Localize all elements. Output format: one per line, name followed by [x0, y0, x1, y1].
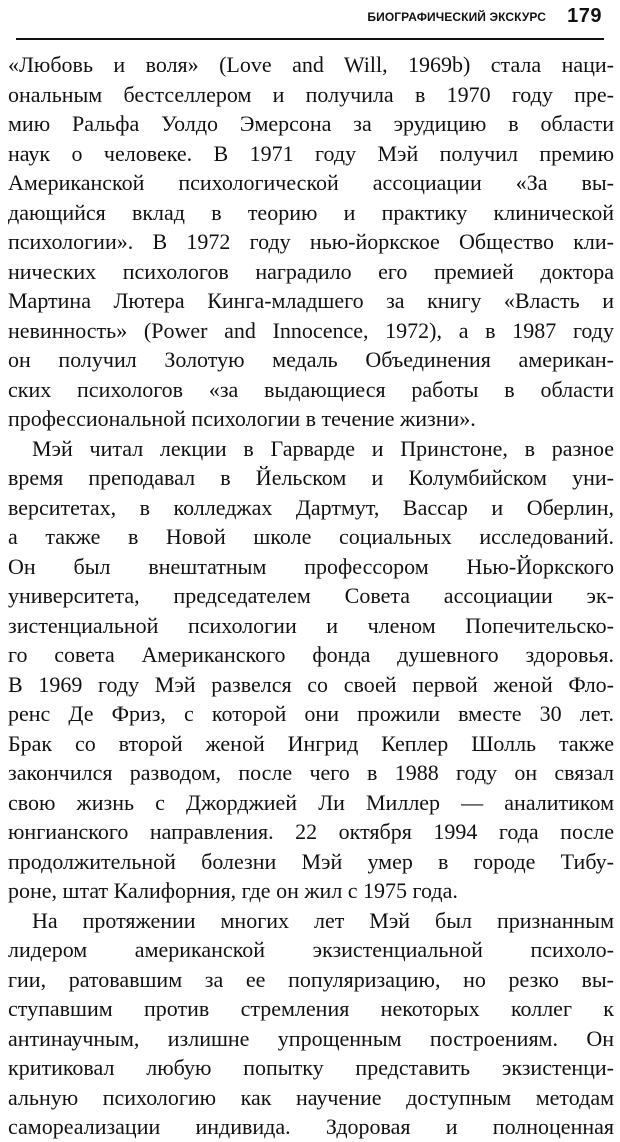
text-line: альную психологию как научение доступным методам	[8, 1084, 614, 1110]
text-line: «Любовь и воля» (Love and Will, 1969b) стала наци-	[8, 52, 614, 77]
text-line: верситетах, в колледжах Дартмут, Вассар и Оберлин,	[8, 494, 614, 520]
text-line: ренс Де Фриз, с которой они прожили вместе 30 лет.	[8, 701, 614, 726]
text-line: Мэй читал лекции в Гарварде и Принстоне, в разное	[32, 435, 614, 461]
text-line: психологии». В 1972 году нью-йоркское Общество кли-	[8, 229, 614, 254]
text-line: лидером американской экзистенциальной психоло-	[8, 937, 614, 962]
text-line: профессиональной психологии в течение жизни».	[8, 406, 476, 431]
text-line: наук о человеке. В 1971 году Мэй получил премию	[8, 140, 614, 166]
text-line: юнгианского направления. 22 октября 1994 года после	[8, 819, 614, 844]
text-line: время преподавал в Йельском и Колумбийском уни-	[8, 465, 614, 490]
text-line: Брак со второй женой Ингрид Кеплер Шолль также	[8, 730, 614, 756]
text-line: свою жизнь с Джорджией Ли Миллер — аналитиком	[8, 789, 614, 815]
text-line: ональным бестселлером и получила в 1970 году пре-	[8, 81, 614, 107]
paragraph	[8, 50, 614, 434]
text-line: невинность» (Power and Innocence, 1972), а в 1987 году	[8, 317, 614, 343]
text-line: он получил Золотую медаль Объединения американ-	[8, 347, 614, 372]
paragraph	[8, 434, 614, 906]
paragraph	[8, 906, 614, 1142]
text-line: а также в Новой школе социальных исследований.	[8, 524, 614, 549]
text-line: На протяжении многих лет Мэй был признанным	[32, 907, 614, 933]
text-line: ских психологов «за выдающиеся работы в области	[8, 376, 614, 402]
text-line: дающийся вклад в теорию и практику клинической	[8, 199, 614, 225]
text-line: антинаучным, излишне упрощенным построениям. Он	[8, 1025, 614, 1051]
text-line: продолжительной болезни Мэй умер в городе Тибу-	[8, 848, 614, 874]
text-line: закончился разводом, после чего в 1988 году он связал	[8, 760, 614, 785]
text-line: роне, штат Калифорния, где он жил с 1975 года.	[8, 878, 458, 903]
text-line: Он был внештатным профессором Нью-Йоркского	[8, 553, 614, 579]
text-line: го совета Американского фонда душевного здоровья.	[8, 642, 614, 667]
text-line: ступавшим против стремления некоторых коллег к	[8, 996, 614, 1021]
text-line: Американской психологической ассоциации «За вы-	[8, 170, 614, 195]
text-line: мию Ральфа Уолдо Эмерсона за эрудицию в области	[8, 111, 614, 136]
text-line: Мартина Лютера Кинга-младшего за книгу «Власть и	[8, 288, 614, 313]
text-line: В 1969 году Мэй развелся со своей первой женой Фло-	[8, 671, 614, 697]
text-line: гии, ратовавшим за ее популяризацию, но резко вы-	[8, 966, 614, 992]
text-line: университета, председателем Совета ассоциации эк-	[8, 583, 614, 608]
text-line: критиковал любую попытку представить экзистенци-	[8, 1055, 614, 1080]
text-line: зистенциальной психологии и членом Попечительско-	[8, 612, 614, 638]
section-title: БИОГРАФИЧЕСКИЙ ЭКСКУРС	[367, 10, 546, 24]
body-text	[8, 50, 614, 1142]
running-header	[16, 5, 604, 40]
page-number: 179	[567, 5, 602, 27]
text-line: нических психологов наградило его премией доктора	[8, 258, 614, 284]
text-line: самореализации индивида. Здоровая и полноценная	[8, 1114, 614, 1139]
